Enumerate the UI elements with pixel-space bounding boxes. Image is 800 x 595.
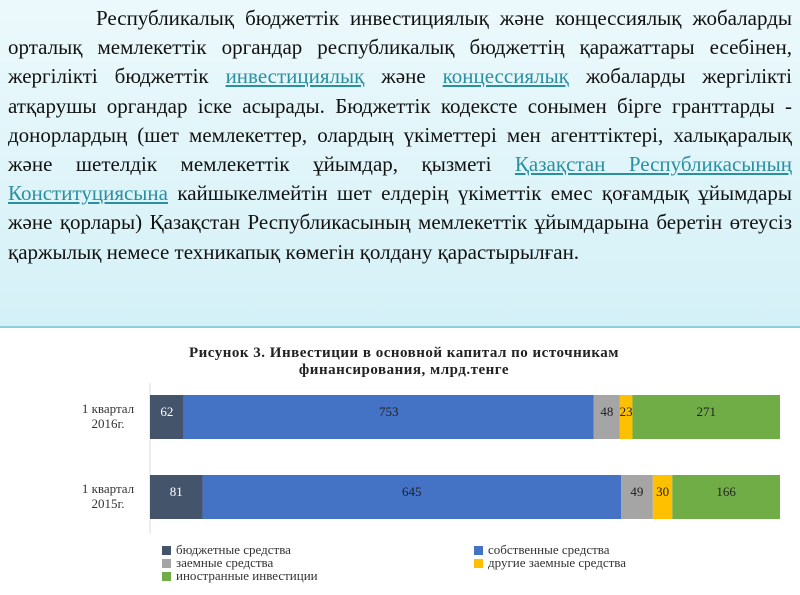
chart-title-line-1: Рисунок 3. Инвестиции в основной капитал по источникам: [188, 345, 619, 361]
data-label: 753: [379, 404, 399, 419]
body-paragraph: [8, 4, 792, 267]
paragraph-text-2: және: [364, 64, 443, 89]
chart-panel: [4, 333, 796, 595]
data-label: 645: [402, 484, 422, 499]
data-label: 81: [169, 484, 183, 499]
data-label: 62: [160, 404, 174, 419]
paragraph-text-4: кайшыкелмейтін шет елдерің үкіметтік емес қоғамдық ұйымдары және қорлары) Қазақстан Республикасының мемлекеттік ұйымдарына беретін өтеусіз қаржылық немесе техникапық көмегін қолдану қарастырылған.: [8, 181, 792, 264]
chart-title-line-2: финансирования, млрд.тенге: [298, 362, 510, 378]
category-label: 2016г.: [91, 416, 125, 431]
link-constitution[interactable]: Қазақстан Республикасының Конституциясына: [8, 152, 792, 206]
data-label: 49: [630, 484, 644, 499]
legend-label: заемные средства: [176, 555, 274, 570]
paragraph-text-3: жобаларды жергілікті атқарушы органдар іске асырады. Бюджеттік кодексте сонымен бірге гранттарды - донорлардың (шет мемлекеттер, олардың үкіметтері мен агенттіктері, халықаралық және шетелдік мемлекеттік ұйымдар, қызметі: [8, 64, 792, 177]
legend-label: собственные средства: [488, 542, 610, 557]
category-label: 1 квартал: [81, 481, 135, 496]
legend-swatch: [162, 546, 171, 555]
link-concession[interactable]: концессиялық: [442, 64, 569, 89]
stacked-bar-chart: [4, 333, 796, 595]
category-label: 2015г.: [91, 496, 125, 511]
data-label: 271: [696, 404, 716, 419]
legend-label: другие заемные средства: [488, 555, 627, 570]
legend-label: иностранные инвестиции: [176, 568, 318, 583]
legend-swatch: [162, 559, 171, 568]
link-investment[interactable]: инвестициялық: [225, 64, 365, 89]
legend-swatch: [162, 572, 171, 581]
data-label: 166: [716, 484, 736, 499]
data-label: 48: [600, 404, 614, 419]
data-label: 30: [656, 484, 670, 499]
legend-swatch: [474, 546, 483, 555]
category-label: 1 квартал: [81, 401, 135, 416]
paragraph-text-1: Республикалық бюджеттік инвестициялық және концессиялық жобаларды орталық мемлекеттік органдар республикалық бюджеттің қаражаттары есебінен, жергілікті бюджеттік: [8, 6, 792, 89]
legend-label: бюджетные средства: [176, 542, 291, 557]
legend-swatch: [474, 559, 483, 568]
data-label: 23: [619, 404, 633, 419]
